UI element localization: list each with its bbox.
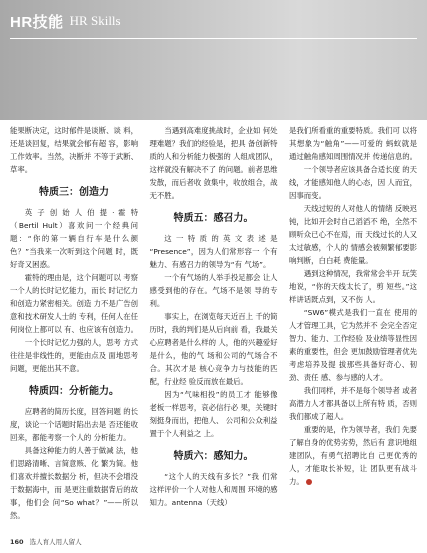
paragraph-final <box>289 423 417 488</box>
paragraph: 能果断决定，这时郁件是谈断、谈 料，还是谈回复，结果就会郁有超 容，影响工作效率。当然，决断并 不等于武断、草率。 <box>10 126 138 174</box>
paragraph: 一个长时记忆力强的人，思考 方式往往是非线性的，更能由点及 面地思考问题，更能出其不意。 <box>10 338 139 373</box>
end-mark-icon <box>306 479 312 485</box>
section-subtitle: HR Skills <box>69 13 121 28</box>
paragraph: “SW6”模式是我们一直在 使用的人才管理工具，它为然并不 会完全否定智力、能力、工作经验 及业绩等显性因素的重要性，但会 更加鼓励管理者优先考虑培养及提 拔那些具备好奇心、韧劲、责任 感、参与感的人才。 <box>289 308 417 382</box>
article-body <box>10 124 417 524</box>
column-1 <box>10 124 138 524</box>
subheading-trait-6: 特质六：感知力。 <box>173 451 254 462</box>
paragraph: 一个领导者应该具备合适长度 的天线，才能感知他人的心态，因 人而宜，因事而变。 <box>289 165 418 200</box>
header-divider <box>10 38 417 39</box>
column-2 <box>150 124 278 524</box>
paragraph: 我们同样，并不是每个领导者 或者高潜力人才都具备以上所有特 质，否则我们都成了超人。 <box>289 386 418 421</box>
paragraph: 遇到这种情况，我常常会半开 玩笑地说，“你的天线太长了，剪 短些。”这样讲话既点到，又不伤 人。 <box>289 269 418 304</box>
paragraph: 事实上，在浏览每天近百上 千的简历时，我的判们是从后向前 看，我最关心应聘者是什么样的 人，他的兴趣爱好是什么，他的气 场和公司的气场合不合。其次才是 核心竞争力与技能的匹配，行业经 验反而放在最后。 <box>149 312 278 386</box>
paragraph: 一个有气场的人举手投足都会 让人感受到他的存在。气场不是领 导的专利。 <box>149 273 278 308</box>
page-header <box>0 6 427 36</box>
paragraph: 英 子 创 始 人 伯 提 · 霍 特 （Bertil Hult）喜欢问一个经典问 题：“你的第一辆自行车是什么颜 色？”当我来一次听到这个问题 时，既好奇又困惑。 <box>10 208 138 269</box>
subheading-trait-3: 特质三：创造力 <box>39 187 109 198</box>
subheading-trait-5: 特质五：感召力。 <box>173 213 254 224</box>
paragraph: 这 一 特 质 的 英 文 表 述 是 “Presence”，因为人们常形容一 个有魅力、有感召力的领导为“有 气场”。 <box>149 234 278 269</box>
page-footer <box>10 537 82 546</box>
paragraph: 天线过短的人对他人的情绪 反映迟钝，比如开会时自己滔滔不 绝，全然不顾听众已心不在焉，而 天线过长的人又太过敏感，个人的 情感会被频繁郁要影响判断，白白耗 费能量。 <box>289 204 418 265</box>
column-3 <box>289 124 417 524</box>
magazine-slogan: 选人育人用人留人 <box>29 538 82 546</box>
paragraph: 当遇到高难度挑战时，企业如 何处理难题？我们的经验是，把具 备创新特质的人和分析能力极强的 人组成团队，这样就没有解决不了 的问题。前者思维发散，而后者收 敛集中，收放组合，战无不胜。 <box>149 126 278 200</box>
paragraph: 具备这种能力的人善于做减 法，他们思路清晰、言简意赅、化 繁为简。他们喜欢并擅长数据分 析，但决不会增没于数据海中，而 是更注重数据背后的故事，他们会 问“So what？”——所以然。 <box>10 446 139 520</box>
page-number: 160 <box>10 538 24 546</box>
paragraph: “这个人的天线有多长？”我 们常这样评价一个人对他人和周围 环境的感知力。antenna（天线） <box>149 472 278 507</box>
paragraph: 是我们所看重的重要特质。我们可 以将其想象为“触角”——可爱的 蚂蚁就是通过触角感知周围情况并 传递信息的。 <box>289 126 417 161</box>
paragraph-text: 重要的是，作为领导者，我们 先要了解自身的优势劣势，然后有 意识地组建团队，有勇气招聘比自 己更优秀的人，才能取长补短，让 团队更有战斗力。 <box>289 425 418 486</box>
paragraph: 应聘者的简历长度，回答问题 的长度，谈论一个话题时陷出去是 否还能收回来，都能考察一个人的 分析能力。 <box>10 407 139 442</box>
subheading-trait-4: 特质四：分析能力。 <box>29 386 119 397</box>
section-tag: HR技能 <box>10 13 64 31</box>
paragraph: 霍特的理由是，这个问题可以 考察一个人的长时记忆能力，而长 时记忆力和创造力紧密相关。创造 力不是广告创意和技术研发人士的 专利，任何人在任何岗位上都可以 有、也应该有创造力。 <box>10 273 139 334</box>
paragraph: 因为“气味相投”的员工才 能够像老板一样思考，哀必信行必 果，关键时刻挺身而出，把他人、 公司和公众利益置于个人利益之 上。 <box>149 390 278 438</box>
